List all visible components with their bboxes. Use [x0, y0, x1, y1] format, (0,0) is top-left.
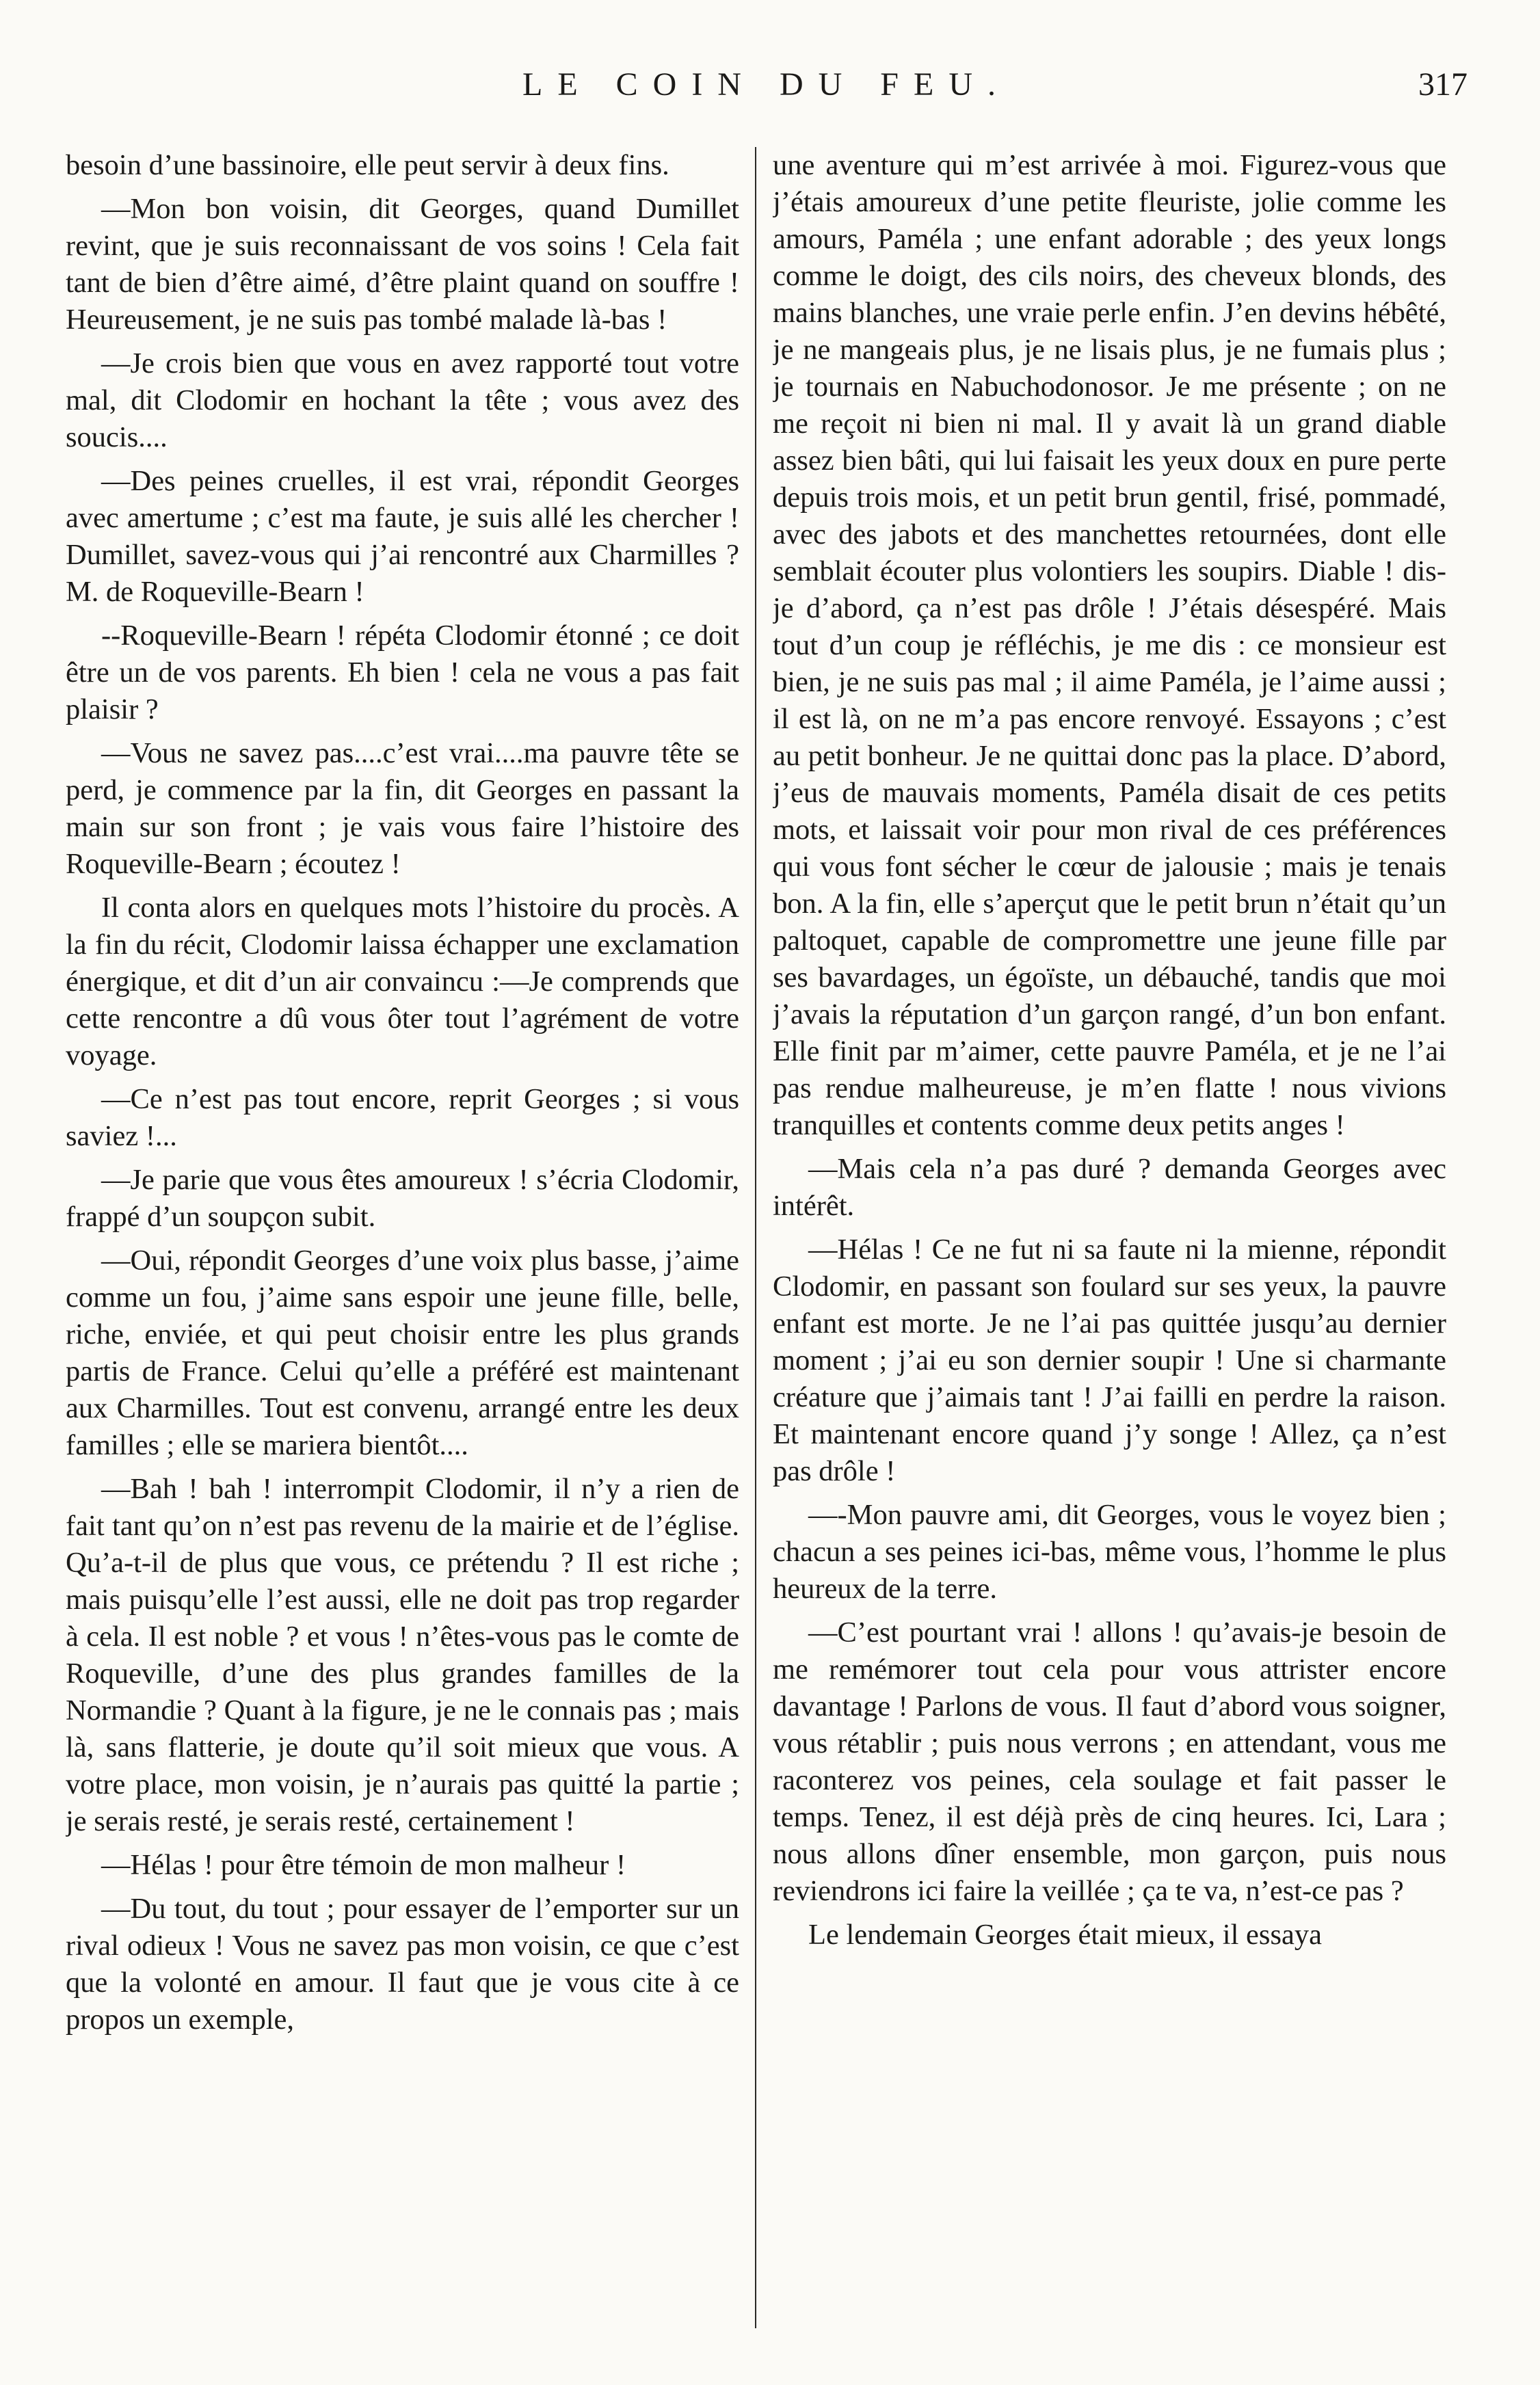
left-column [66, 147, 739, 2345]
right-column [773, 147, 1446, 2345]
paragraph: —Des peines cruelles, il est vrai, répondit Georges avec amertume ; c’est ma faute, je suis allé les chercher ! Dumillet, savez-vous qui j’ai rencontré aux Charmilles ? M. de Roqueville-Bearn ! [66, 465, 739, 608]
paragraph: —Oui, répondit Georges d’une voix plus basse, j’aime comme un fou, j’aime sans espoir une jeune fille, belle, riche, enviée, et qui peut choisir entre les plus grands partis de France. Celui qu’elle a préféré est maintenant aux Charmilles. Tout est convenu, arrangé entre les deux familles ; elle se mariera bientôt.... [66, 1244, 739, 1461]
paragraph: —Hélas ! Ce ne fut ni sa faute ni la mienne, répondit Clodomir, en passant son foulard sur ses yeux, la pauvre enfant est morte. Je ne l’ai pas quittée jusqu’au dernier moment ; j’ai eu son dernier soupir ! Une si charmante créature que j’aimais tant ! J’ai failli en perdre la raison. Et maintenant encore quand j’y songe ! Allez, ça n’est pas drôle ! [773, 1234, 1446, 1487]
paragraph: —Bah ! bah ! interrompit Clodomir, il n’y a rien de fait tant qu’on n’est pas revenu de la mairie et de l’église. Qu’a-t-il de plus que vous, ce prétendu ? Il est riche ; mais puisqu’elle l’est aussi, elle ne doit pas trop regarder à cela. Il est noble ? et vous ! n’êtes-vous pas le comte de Roqueville, d’une des plus grandes familles de la Normandie ? Quant à la figure, je ne le connais pas ; mais là, sans flatterie, je doute qu’il soit mieux que vous. A votre place, mon voisin, je n’aurais pas quitté la partie ; je serais resté, je serais resté, certainement ! [66, 1473, 739, 1837]
paragraph: besoin d’une bassinoire, elle peut servir à deux fins. [66, 149, 669, 181]
page-number: 317 [1418, 66, 1468, 103]
paragraph: —C’est pourtant vrai ! allons ! qu’avais-je besoin de me remémorer tout cela pour vous attrister encore davantage ! Parlons de vous. Il faut d’abord vous soigner, vous rétablir ; puis nous verrons ; en attendant, vous me raconterez vos peines, cela soulage et fait passer le temps. Tenez, il est déjà près de cinq heures. Ici, Lara ; nous allons dîner ensemble, mon garçon, puis nous reviendrons ici faire la veillée ; ça te va, n’est-ce pas ? [773, 1616, 1446, 1907]
paragraph: —Hélas ! pour être témoin de mon malheur ! [101, 1849, 626, 1881]
paragraph: --Roqueville-Bearn ! répéta Clodomir étonné ; ce doit être un de vos parents. Eh bien ! cela ne vous a pas fait plaisir ? [66, 619, 739, 725]
paragraph: —Vous ne savez pas....c’est vrai....ma pauvre tête se perd, je commence par la fin, dit Georges en passant la main sur son front ; je vais vous faire l’histoire des Roqueville-Bearn ; écoutez ! [66, 737, 739, 880]
paragraph: —Mais cela n’a pas duré ? demanda Georges avec intérêt. [773, 1153, 1446, 1222]
paragraph: —Mon bon voisin, dit Georges, quand Dumillet revint, que je suis reconnaissant de vos soins ! Cela fait tant de bien d’être aimé, d’être plaint quand on souffre ! Heureusement, je ne suis pas tombé malade là-bas ! [66, 193, 739, 336]
paragraph: —Je parie que vous êtes amoureux ! s’écria Clodomir, frappé d’un soupçon subit. [66, 1164, 739, 1233]
paragraph: —-Mon pauvre ami, dit Georges, vous le voyez bien ; chacun a ses peines ici-bas, même vous, l’homme le plus heureux de la terre. [773, 1499, 1446, 1605]
page-header [66, 66, 1468, 127]
paragraph: Il conta alors en quelques mots l’histoire du procès. A la fin du récit, Clodomir laissa échapper une exclamation énergique, et dit d’un air convaincu :—Je comprends que cette rencontre a dû vous ôter tout l’agrément de votre voyage. [66, 892, 739, 1071]
paragraph: Le lendemain Georges était mieux, il essaya [808, 1919, 1322, 1951]
paragraph: une aventure qui m’est arrivée à moi. Figurez-vous que j’étais amoureux d’une petite fleuriste, jolie comme les amours, Paméla ; une enfant adorable ; des yeux longs comme le doigt, des cils noirs, des cheveux blonds, des mains blanches, une vraie perle enfin. J’en devins hébêté, je ne mangeais plus, je ne lisais plus, je ne fumais plus ; je tournais en Nabuchodonosor. Je me présente ; on ne me reçoit ni bien ni mal. Il y avait là un grand diable assez bien bâti, qui lui faisait les yeux doux en pure perte depuis trois mois, et un petit brun gentil, frisé, pommadé, avec des jabots et des manchettes retournées, dont elle semblait écouter plus volontiers les soupirs. Diable ! dis-je d’abord, ça n’est pas drôle ! J’étais désespéré. Mais tout d’un coup je réfléchis, je me dis : ce monsieur est bien, je ne suis pas mal ; il aime Paméla, je l’aime aussi ; il est là, on ne m’a pas encore renvoyé. Essayons ; c’est au petit bonheur. Je ne quittai donc pas la place. D’abord, j’eus de mauvais moments, Paméla disait de ces petits mots, et laissait voir pour mon rival de ces préférences qui vous font sécher le cœur de jalousie ; mais je tenais bon. A la fin, elle s’aperçut que le petit brun n’était qu’un paltoquet, capable de compromettre une jeune fille par ses bavardages, un égoïste, un débauché, tandis que moi j’avais la réputation d’un garçon rangé, d’un bon enfant. Elle finit par m’aimer, cette pauvre Paméla, et je ne l’ai pas rendue malheureuse, je m’en flatte ! nous vivions tranquilles et contents comme deux petits anges ! [773, 149, 1446, 1141]
paragraph: —Ce n’est pas tout encore, reprit Georges ; si vous saviez !... [66, 1083, 739, 1152]
paragraph: —Du tout, du tout ; pour essayer de l’emporter sur un rival odieux ! Vous ne savez pas mon voisin, ce que c’est que la volonté en amour. Il faut que je vous cite à ce propos un exemple, [66, 1893, 739, 2036]
paragraph: —Je crois bien que vous en avez rapporté tout votre mal, dit Clodomir en hochant la tête ; vous avez des soucis.... [66, 347, 739, 453]
running-title: LE COIN DU FEU. [522, 66, 1011, 103]
column-divider [755, 147, 756, 2328]
